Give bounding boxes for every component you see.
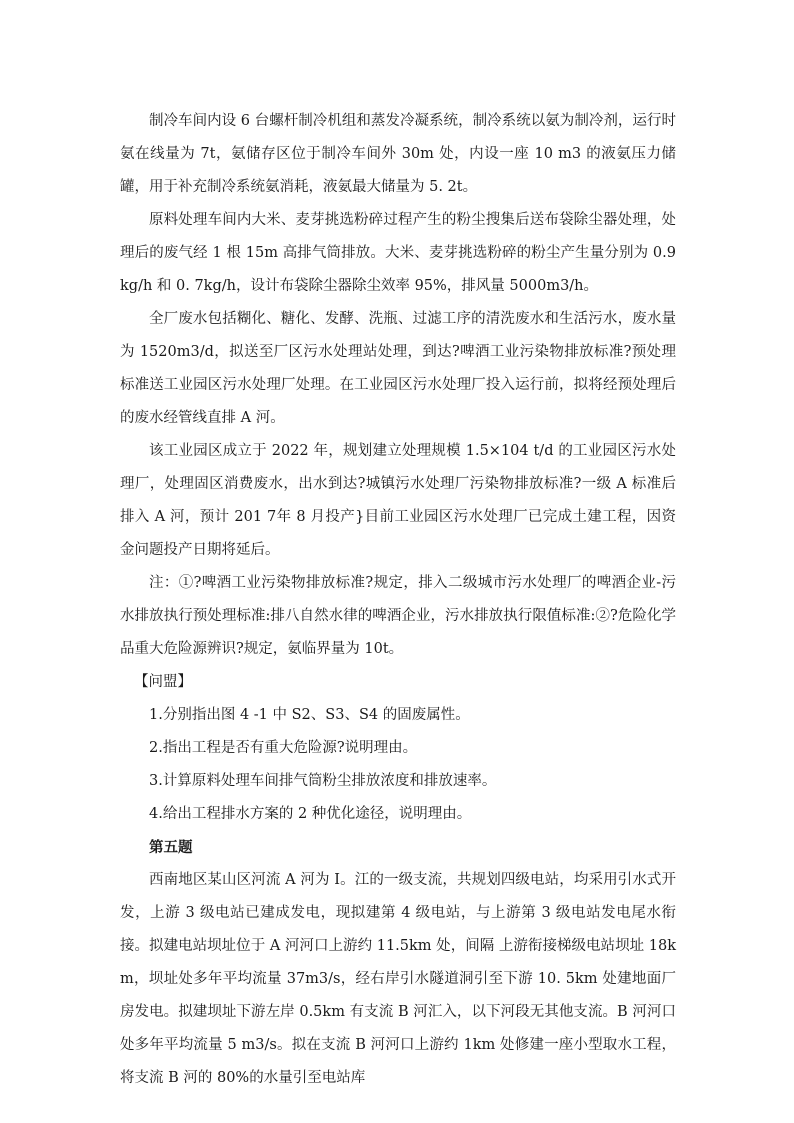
paragraph-refrigeration: 制冷车间内设 6 台螺杆制冷机组和蒸发冷凝系统，制冷系统以氨为制冷剂，运行时氨在线量为 7t，氨储存区位于制冷车间外 30m 处，内设一座 10 m3 的液氨压力储罐，用于补充制冷系统氨消耗，液氨最大储量为 5. 2t。 xyxy=(120,113,676,195)
question-1: 1.分别指出图 4 -1 中 S2、S3、S4 的固废属性。 xyxy=(149,707,470,723)
section-title: 第五题 xyxy=(149,839,193,856)
question-4: 4.给出工程排水方案的 2 种优化途径，说明理由。 xyxy=(149,806,472,822)
paragraph-dust-treatment: 原料处理车间内大米、麦芽挑选粉碎过程产生的粉尘搜集后送布袋除尘器处理，处理后的废气经 1 根 15m 高排气筒排放。大米、麦芽挑选粉碎的粉尘产生量分别为 0.9kg/h 和 0. 7kg/h，设计布袋除尘器除尘效率 95%，排风量 5000m3/h。 xyxy=(120,212,676,294)
document-body xyxy=(120,105,676,1095)
question-3: 3.计算原料处理车间排气筒粉尘排放浓度和排放速率。 xyxy=(149,773,497,789)
questions-heading: 【问盟】 xyxy=(134,674,192,690)
paragraph-wastewater: 全厂废水包括糊化、糖化、发酵、洗瓶、过滤工序的清洗废水和生活污水，废水量为 1520m3/d，拟送至厂区污水处理站处理，到达?啤酒工业污染物排放标准?预处理标准送工业园区污水处理厂处理。在工业园区污水处理厂投入运行前，拟将经预处理后的废水经管线直排 A 河。 xyxy=(120,311,676,426)
paragraph-notes: 注：①?啤酒工业污染物排放标准?规定，排入二级城市污水处理厂的啤酒企业-污水排放执行预处理标准:排八自然水律的啤酒企业，污水排放执行限值标准:②?危险化学品重大危险源辨识?规定，氨临界量为 10t。 xyxy=(120,575,676,657)
question-2: 2.指出工程是否有重大危险源?说明理由。 xyxy=(149,740,418,756)
paragraph-river-project: 西南地区某山区河流 A 河为 I。江的一级支流，共规划四级电站，均采用引水式开发，上游 3 级电站已建成发电，现拟建第 4 级电站，与上游第 3 级电站发电尾水衔接。拟建电站坝址位于 A 河河口上游约 11.5km 处，间隔 上游衔接梯级电站坝址 18km，坝址处多年平均流量 37m3/s，经右岸引水隧道洞引至下游 10. 5km 处建地面厂房发电。拟建坝址下游左岸 0.5km 有支流 B 河汇入，以下河段无其他支流。B 河河口处多年平均流量 5 m3/s。拟在支流 B 河河口上游约 1km 处修建一座小型取水工程，将支流 B 河的 80%的水量引至电站库 xyxy=(120,872,676,1086)
paragraph-industrial-park: 该工业园区成立于 2022 年，规划建立处理规模 1.5×104 t/d 的工业园区污水处理厂，处理固区消费废水，出水到达?城镇污水处理厂污染物排放标准?一级 A 标准后排入 A 河，预计 201 7年 8 月投产}目前工业园区污水处理厂已完成土建工程，因资金问题投产日期将延后。 xyxy=(120,443,676,558)
